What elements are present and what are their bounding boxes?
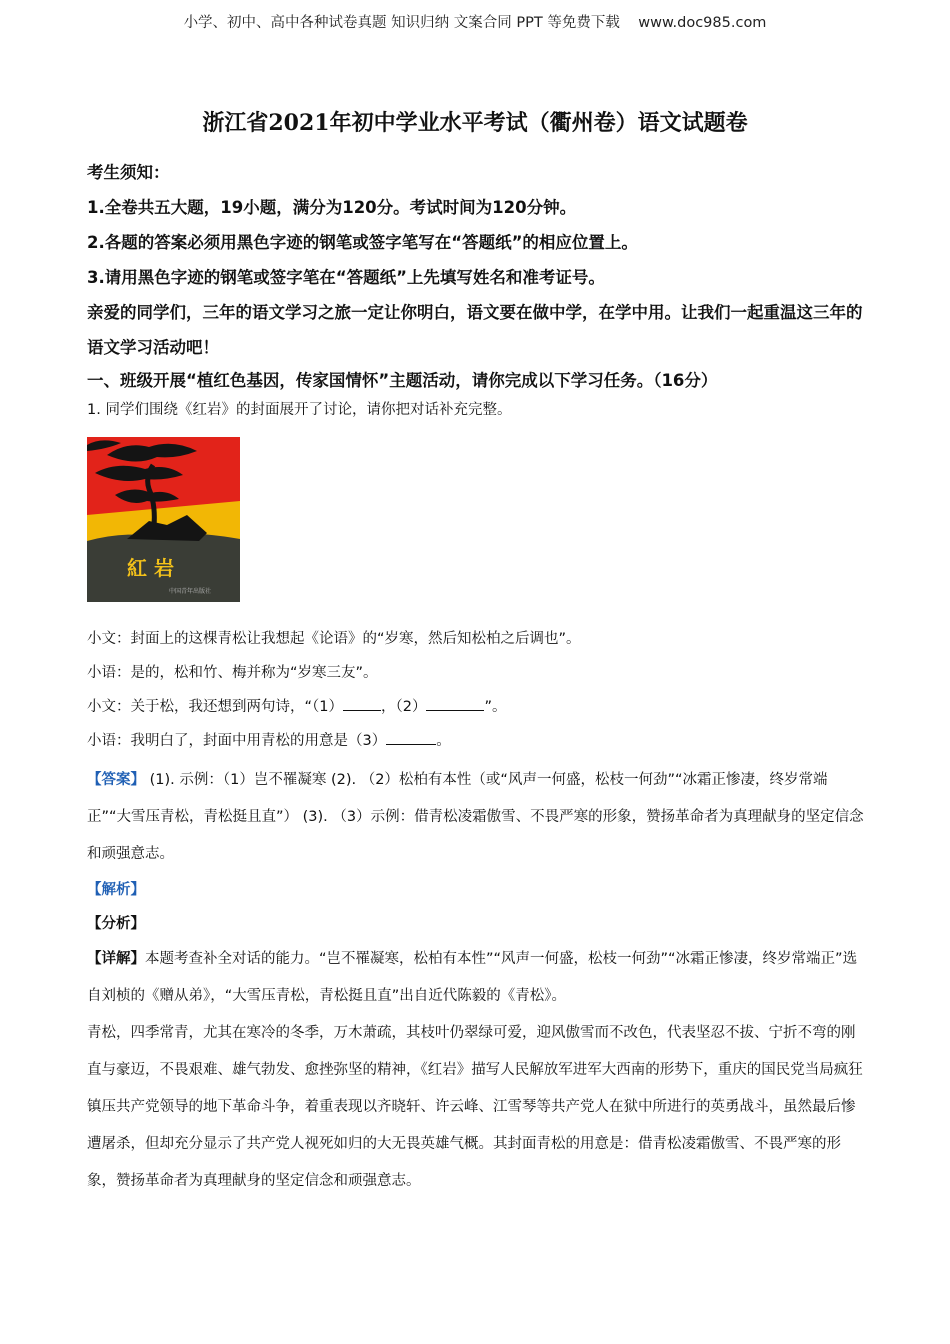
analysis-sub-label: 【分析】 [87,916,145,932]
answer-blank-1 [343,694,381,711]
dialog-line-1: 小文：封面上的这棵青松让我想起《论语》的“岁寒，然后知松柏之后调也”。 [87,631,581,647]
dialog-section [87,622,867,758]
answer-blank-3 [386,728,436,745]
notice-heading: 考生须知： [87,163,170,182]
question-1: 1. 同学们围绕《红岩》的封面展开了讨论，请你把对话补充完整。 [87,402,512,418]
detail-paragraph [87,941,867,1015]
dialog-line-4 [87,724,867,758]
cover-publisher: 中国青年出版社 [169,588,212,595]
answer-text: (1). 示例：（1）岂不罹凝寒 (2). （2）松柏有本性（或“风声一何盛，松枝一何劲”“冰霜正惨凄，终岁常端正”“大雪压青松，青松挺且直”） (3). （3）示例：借青松凌霜傲雪、不畏严寒的形象，赞扬革命者为真理献身的坚定信念和顽强意志。 [87,772,864,862]
answer-tag: 【答案】 [87,772,145,788]
section-title: 一、班级开展“植红色基因，传家国情怀”主题活动，请你完成以下学习任务。（16分） [87,371,718,390]
dialog-line-4-post: 。 [436,733,451,749]
dialog-line-3-mid: ，（2） [381,699,427,715]
notice-section [87,155,867,365]
notice-item-2: 2.各题的答案必须用黑色字迹的钢笔或签字笔写在“答题纸”的相应位置上。 [87,233,638,252]
answer-paragraph [87,762,867,873]
greeting-text: 亲爱的同学们，三年的语文学习之旅一定让你明白，语文要在做中学，在学中用。让我们一起重温这三年的语文学习活动吧！ [87,303,863,357]
analysis-tag: 【解析】 [87,882,145,898]
notice-item-1: 1.全卷共五大题，19小题，满分为120分。考试时间为120分钟。 [87,198,577,217]
dialog-line-3-post: ”。 [484,699,507,715]
dialog-line-4-pre: 小语：我明白了，封面中用青松的用意是（3） [87,733,387,749]
dialog-line-3 [87,690,867,724]
explanation-paragraph: 青松，四季常青，尤其在寒冷的冬季，万木萧疏，其枝叶仍翠绿可爱，迎风傲雪而不改色，代表坚忍不拔、宁折不弯的刚直与豪迈，不畏艰难、雄气勃发、愈挫弥坚的精神，《红岩》描写人民解放军进军大西南的形势下，重庆的国民党当局疯狂镇压共产党领导的地下革命斗争，着重表现以齐晓轩、许云峰、江雪琴等共产党人在狱中所进行的英勇战斗，虽然最后惨遭屠杀，但却充分显示了共产党人视死如归的大无畏英雄气概。其封面青松的用意是：借青松凌霜傲雪、不畏严寒的形象，赞扬革命者为真理献身的坚定信念和顽强意志。 [87,1025,863,1189]
detail-tag: 【详解】 [87,951,145,967]
notice-item-3: 3.请用黑色字迹的钢笔或签字笔在“答题纸”上先填写姓名和准考证号。 [87,268,605,287]
document-body [87,155,867,1200]
detail-text: 本题考查补全对话的能力。“岂不罹凝寒，松柏有本性”“风声一何盛，松枝一何劲”“冰霜正惨凄，终岁常端正”选自刘桢的《赠从弟》，“大雪压青松，青松挺且直”出自近代陈毅的《青松》。 [87,951,858,1004]
cover-title: 紅 岩 [127,556,174,580]
site-header: 小学、初中、高中各种试卷真题 知识归纳 文案合同 PPT 等免费下载 www.doc985.com [183,15,767,31]
answer-blank-2 [426,694,484,711]
page-title: 浙江省2021年初中学业水平考试（衢州卷）语文试题卷 [202,110,748,136]
book-cover-image [87,437,240,602]
dialog-line-3-pre: 小文：关于松，我还想到两句诗，“（1） [87,699,343,715]
dialog-line-2: 小语：是的，松和竹、梅并称为“岁寒三友”。 [87,665,378,681]
